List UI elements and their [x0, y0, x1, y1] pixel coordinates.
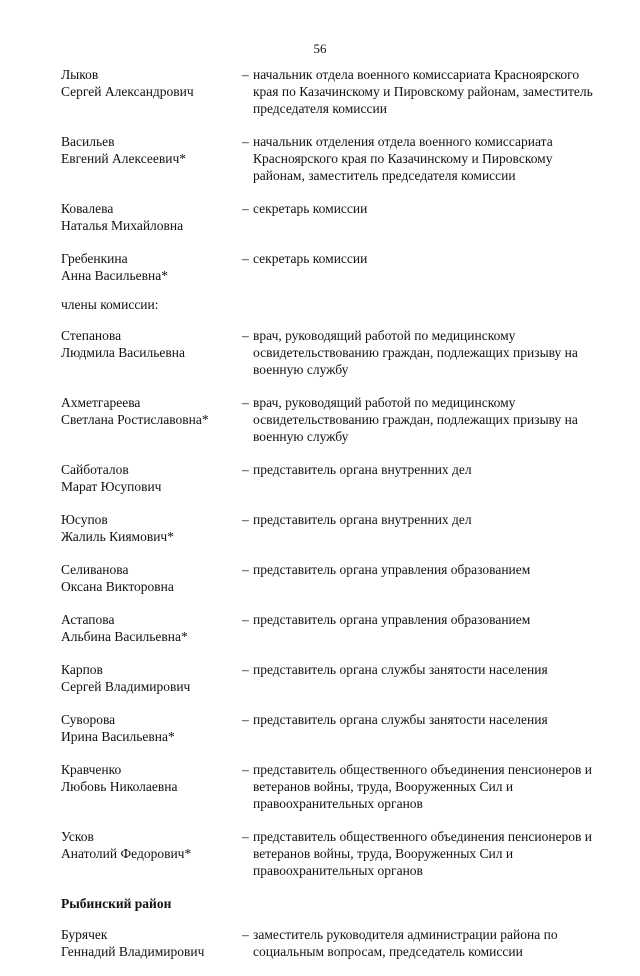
surname: Суворова — [61, 712, 116, 727]
dash-separator: – — [242, 134, 249, 149]
commission-entry — [61, 761, 601, 812]
role-description — [242, 611, 601, 645]
page-number: 56 — [313, 41, 327, 56]
role-text: представитель общественного объединения пенсионеров и ветеранов войны, труда, Вооруженных Сил и правоохранительных органов — [253, 829, 593, 878]
members-heading: члены комиссии: — [61, 297, 159, 312]
document-body — [61, 66, 601, 976]
commission-entry — [61, 561, 601, 595]
dash-separator: – — [242, 662, 249, 677]
dash-separator: – — [242, 562, 249, 577]
person-name — [61, 327, 241, 378]
given-names: Людмила Васильевна — [61, 345, 185, 360]
role-description — [242, 761, 601, 812]
surname: Астапова — [61, 612, 115, 627]
given-names: Сергей Владимирович — [61, 679, 191, 694]
role-text: начальник отдела военного комиссариата Красноярского края по Казачинскому и Пировскому районам, заместитель председателя комиссии — [253, 67, 593, 116]
commission-entry — [61, 828, 601, 879]
dash-separator: – — [242, 512, 249, 527]
given-names: Любовь Николаевна — [61, 779, 178, 794]
role-description — [242, 327, 601, 378]
person-name — [61, 661, 241, 695]
surname: Ахметгареева — [61, 395, 141, 410]
dash-separator: – — [242, 927, 249, 942]
surname: Гребенкина — [61, 251, 128, 266]
role-text: представитель органа службы занятости населения — [253, 712, 548, 727]
person-name — [61, 761, 241, 812]
commission-entry — [61, 250, 601, 284]
dash-separator: – — [242, 612, 249, 627]
surname: Сайботалов — [61, 462, 129, 477]
role-description — [242, 200, 601, 234]
dash-separator: – — [242, 251, 249, 266]
person-name — [61, 711, 241, 745]
given-names: Марат Юсупович — [61, 479, 162, 494]
surname: Бурячек — [61, 927, 108, 942]
dash-separator: – — [242, 328, 249, 343]
dash-separator: – — [242, 712, 249, 727]
role-description — [242, 561, 601, 595]
role-text: начальник отделения отдела военного комиссариата Красноярского края по Казачинскому и Пировскому районам, заместитель председателя комиссии — [253, 134, 553, 183]
given-names: Ирина Васильевна* — [61, 729, 175, 744]
surname: Степанова — [61, 328, 122, 343]
person-name — [61, 828, 241, 879]
dash-separator: – — [242, 462, 249, 477]
role-description — [242, 511, 601, 545]
role-description — [242, 250, 601, 284]
commission-entry — [61, 394, 601, 445]
surname: Карпов — [61, 662, 103, 677]
dash-separator: – — [242, 762, 249, 777]
role-description — [242, 66, 601, 117]
role-description — [242, 394, 601, 445]
commission-entry — [61, 200, 601, 234]
given-names: Наталья Михайловна — [61, 218, 184, 233]
section-heading: Рыбинский район — [61, 896, 172, 911]
surname: Кравченко — [61, 762, 122, 777]
commission-entry — [61, 133, 601, 184]
role-text: представитель органа управления образованием — [253, 562, 531, 577]
person-name — [61, 926, 241, 960]
person-name — [61, 250, 241, 284]
person-name — [61, 461, 241, 495]
role-description — [242, 133, 601, 184]
role-text: представитель органа внутренних дел — [253, 462, 472, 477]
person-name — [61, 66, 241, 117]
person-name — [61, 394, 241, 445]
role-text: заместитель руководителя администрации района по социальным вопросам, председатель комиссии — [253, 927, 558, 959]
role-text: врач, руководящий работой по медицинскому освидетельствованию граждан, подлежащих призыву на военную службу — [253, 395, 578, 444]
commission-entry — [61, 711, 601, 745]
surname: Усков — [61, 829, 94, 844]
person-name — [61, 133, 241, 184]
commission-entry — [61, 327, 601, 378]
role-description — [242, 926, 601, 960]
given-names: Евгений Алексеевич* — [61, 151, 187, 166]
given-names: Сергей Александрович — [61, 84, 194, 99]
surname: Васильев — [61, 134, 115, 149]
given-names: Анатолий Федорович* — [61, 846, 192, 861]
role-text: представитель органа управления образованием — [253, 612, 531, 627]
role-description — [242, 461, 601, 495]
given-names: Анна Васильевна* — [61, 268, 169, 283]
commission-entry — [61, 611, 601, 645]
dash-separator: – — [242, 829, 249, 844]
role-text: представитель органа службы занятости населения — [253, 662, 548, 677]
surname: Ковалева — [61, 201, 114, 216]
given-names: Альбина Васильевна* — [61, 629, 188, 644]
given-names: Светлана Ростиславовна* — [61, 412, 209, 427]
role-description — [242, 828, 601, 879]
dash-separator: – — [242, 67, 249, 82]
role-text: секретарь комиссии — [253, 251, 368, 266]
given-names: Жалиль Киямович* — [61, 529, 174, 544]
commission-entry — [61, 661, 601, 695]
role-text: представитель органа внутренних дел — [253, 512, 472, 527]
role-text: представитель общественного объединения пенсионеров и ветеранов войны, труда, Вооруженных Сил и правоохранительных органов — [253, 762, 593, 811]
commission-entry — [61, 926, 601, 960]
given-names: Оксана Викторовна — [61, 579, 174, 594]
surname: Юсупов — [61, 512, 108, 527]
commission-entry — [61, 511, 601, 545]
dash-separator: – — [242, 201, 249, 216]
role-text: секретарь комиссии — [253, 201, 368, 216]
commission-entry — [61, 461, 601, 495]
surname: Селиванова — [61, 562, 129, 577]
role-description — [242, 711, 601, 745]
role-description — [242, 661, 601, 695]
person-name — [61, 561, 241, 595]
commission-members-list — [61, 327, 601, 879]
dash-separator: – — [242, 395, 249, 410]
person-name — [61, 511, 241, 545]
person-name — [61, 611, 241, 645]
person-name — [61, 200, 241, 234]
commission-leadership-list — [61, 66, 601, 284]
role-text: врач, руководящий работой по медицинскому освидетельствованию граждан, подлежащих призыву на военную службу — [253, 328, 578, 377]
given-names: Геннадий Владимирович — [61, 944, 205, 959]
surname: Лыков — [61, 67, 99, 82]
commission-entry — [61, 66, 601, 117]
rybinsky-district-list — [61, 926, 601, 960]
